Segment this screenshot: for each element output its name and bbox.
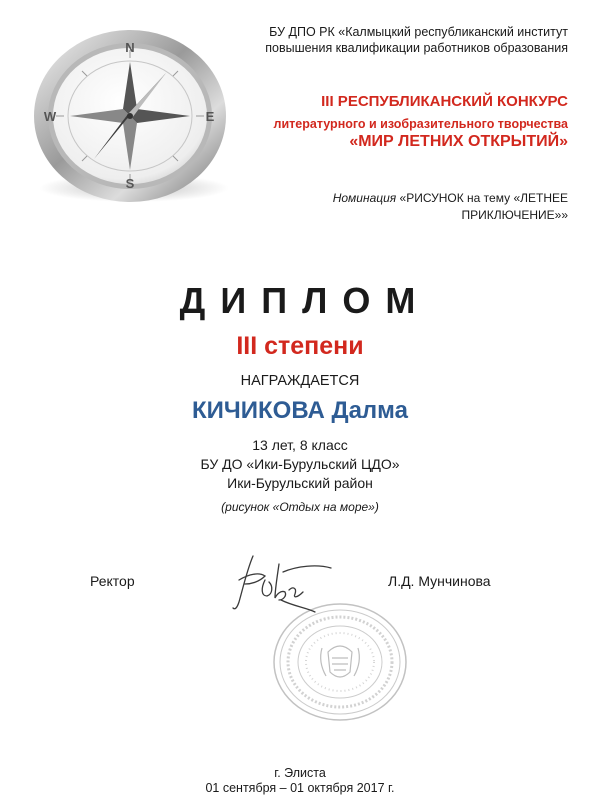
contest-name: «МИР ЛЕТНИХ ОТКРЫТИЙ»	[349, 133, 568, 150]
nomination-value: «РИСУНОК на тему «ЛЕТНЕЕ ПРИКЛЮЧЕНИЕ»»	[399, 191, 568, 222]
rector-label: Ректор	[90, 573, 135, 589]
awarded-label: НАГРАЖДАЕТСЯ	[240, 373, 360, 389]
footer	[0, 766, 600, 796]
recipient-age-grade: 13 лет, 8 класс	[252, 437, 348, 453]
organization-line-1: БУ ДПО РК «Калмыцкий республиканский институт	[269, 25, 568, 39]
svg-text:W: W	[43, 109, 57, 124]
signature	[225, 550, 340, 620]
svg-text:S: S	[125, 176, 135, 191]
diploma-title: ДИПЛОМ	[179, 280, 431, 321]
svg-text:N: N	[125, 40, 135, 55]
svg-text:E: E	[205, 109, 215, 124]
contest-title: III РЕСПУБЛИКАНСКИЙ КОНКУРС	[321, 93, 568, 110]
signer-name: Л.Д. Мунчинова	[388, 573, 491, 589]
organization-header	[265, 24, 568, 56]
recipient-district: Ики-Бурульский район	[227, 475, 373, 491]
organization-line-2: повышения квалификации работников образования	[265, 41, 568, 55]
recipient-school: БУ ДО «Ики-Бурульский ЦДО»	[200, 456, 400, 472]
footer-dates: 01 сентября – 01 октября 2017 г.	[205, 781, 395, 795]
footer-city: г. Элиста	[274, 766, 326, 780]
compass-icon	[20, 18, 245, 208]
recipient-details	[0, 436, 600, 493]
diploma-degree: III степени	[236, 332, 364, 360]
contest-subtitle: литературного и изобразительного творчества	[273, 117, 568, 131]
work-title: (рисунок «Отдых на море»)	[221, 500, 379, 514]
recipient-name: КИЧИКОВА Далма	[192, 397, 408, 424]
nomination	[308, 190, 568, 224]
nomination-label: Номинация	[332, 191, 397, 205]
